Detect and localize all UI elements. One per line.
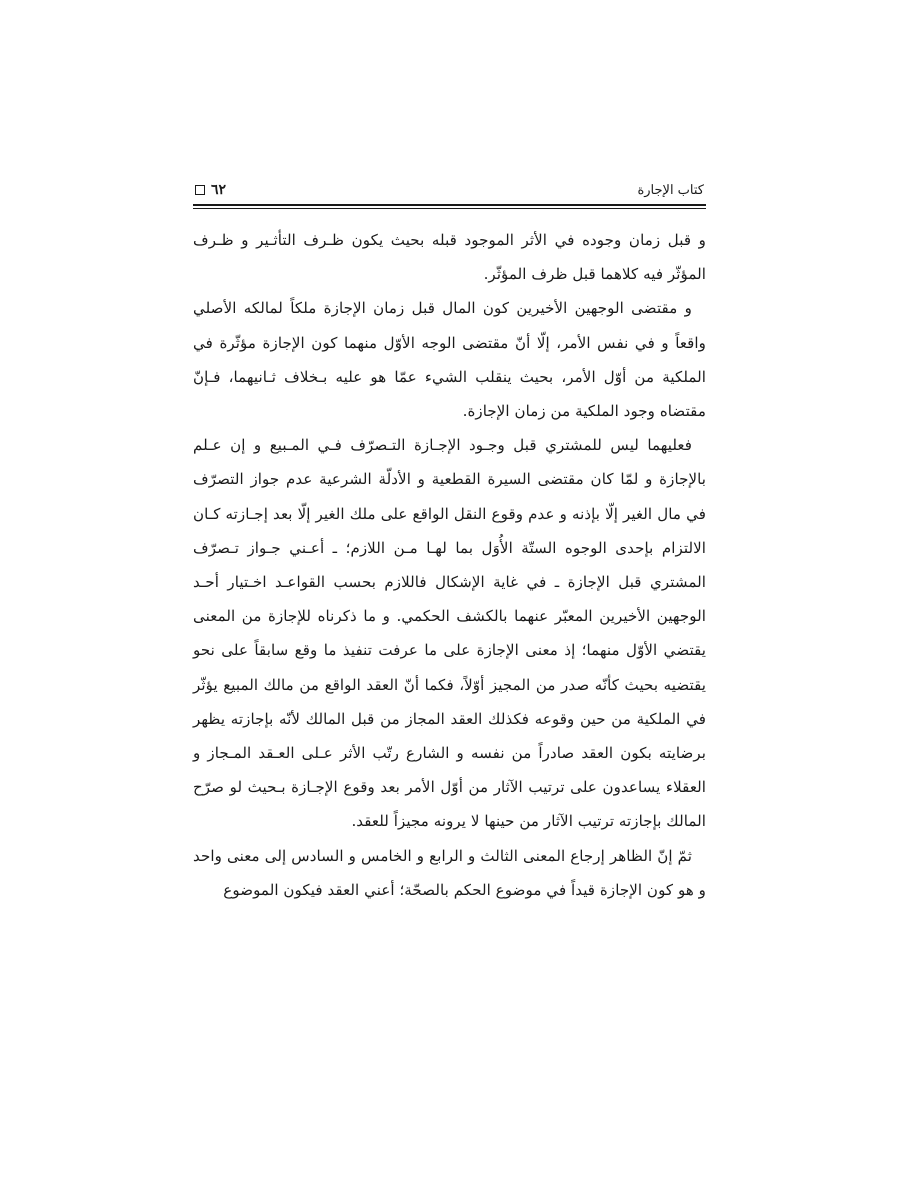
paragraph: فعليهما ليس للمشتري قبل وجـود الإجـازة التـصرّف فـي المـبيع و إن عـلم بالإجازة و لمّا كان مقتضى السيرة القطعية و الأدلّة الشرعية عدم جواز التصرّف في مال الغير إلّا بإذنه و عدم وقوع النقل الواقع على ملك الغير إلّا بعد إجـازته كـان الالتزام بإحدى الوجوه الستّة الأُوَل بما لهـا مـن اللازم؛ ـ أعـني جـواز تـصرّف المشتري قبل الإجازة ـ في غاية الإشكال فاللازم بحسب القواعـد اخـتيار أحـد الوجهين الأخيرين المعبّر عنهما بالكشف الحكمي. و ما ذكرناه للإجازة من المعنى يقتضي الأوّل منهما؛ إذ معنى الإجازة على ما عرفت تنفيذ ما وقع سابقاً على نحو يقتضيه بحيث كأنّه صدر من المجيز أوّلاً، فكما أنّ العقد الواقع من مالك المبيع يؤثّر في الملكية من حين وقوعه فكذلك العقد المجاز من قبل المالك لأنّه بإجازته يظهر برضايته بكون العقد صادراً من نفسه و الشارع رتّب الأثر عـلى العـقد المـجاز و العقلاء يساعدون على ترتيب الآثار من أوّل الأمر بعد وقوع الإجـازة بـحيث لو صرّح المالك بإجازته ترتيب الآثار من حينها لا يرونه مجيزاً للعقد.: [193, 436, 706, 831]
paragraph: و مقتضى الوجهين الأخيرين كون المال قبل زمان الإجازة ملكاً لمالكه الأصلي واقعاً و في نفس الأمر، إلّا أنّ مقتضى الوجه الأوّل منهما كون الإجازة مؤثّرة في الملكية من أوّل الأمر، بحيث ينقلب الشيء عمّا هو عليه بـخلاف ثـانيهما، فـإنّ مقتضاه وجود الملكية من زمان الإجازة.: [193, 299, 706, 421]
page-number: ٦٢: [211, 182, 227, 198]
page-marker-box-icon: [195, 185, 205, 195]
header-rule-thin: [193, 208, 706, 209]
body-text: [193, 223, 706, 907]
paragraph: ثمّ إنّ الظاهر إرجاع المعنى الثالث و الرابع و الخامس و السادس إلى معنى واحد و هو كون الإجازة قيداً في موضوع الحكم بالصحّة؛ أعني العقد فيكون الموضوع: [193, 846, 706, 899]
book-title: كتاب الإجارة: [637, 183, 704, 198]
header-rule-thick: [193, 204, 706, 206]
running-header: [193, 170, 706, 198]
page-number-group: [195, 182, 226, 198]
book-page: [193, 170, 706, 907]
paragraph: و قبل زمان وجوده في الأثر الموجود قبله بحيث يكون ظـرف التأثـير و ظـرف المؤثّر فيه كلاهما قبل ظرف المؤثّر.: [193, 231, 706, 284]
